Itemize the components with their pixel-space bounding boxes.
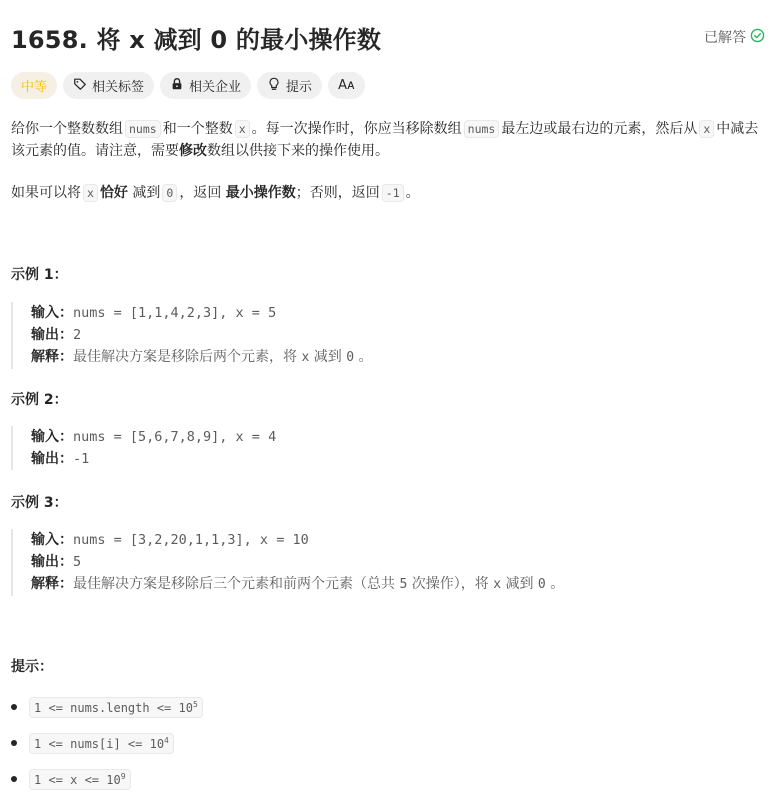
- output-label: 输出：: [31, 327, 73, 343]
- check-circle-icon: [750, 28, 765, 47]
- text: 。: [550, 576, 565, 592]
- input-label: 输入：: [31, 429, 73, 445]
- inline-code: 0: [162, 184, 177, 202]
- inline-code: 5: [399, 577, 408, 592]
- constraint-item: [11, 696, 203, 718]
- lock-icon: [170, 77, 184, 95]
- related-companies-button[interactable]: [160, 72, 251, 99]
- example-1-block: [11, 302, 372, 369]
- title-row: [11, 20, 765, 54]
- inline-code: x: [235, 120, 250, 138]
- constraint-base: 1 <= x <= 10: [34, 772, 121, 787]
- text: 给你一个整数数组: [11, 121, 123, 137]
- example-2-block: [11, 426, 276, 470]
- text: 中减去该元素的值。请注意，需要: [11, 121, 759, 159]
- output-value: -1: [73, 451, 90, 467]
- tag-bar: [11, 72, 365, 99]
- text: 和一个整数: [162, 121, 233, 137]
- bold-text: 最小操作数: [225, 185, 296, 201]
- hint-button[interactable]: [257, 72, 322, 99]
- input-label: 输入：: [31, 532, 73, 548]
- lightbulb-icon: [267, 77, 281, 95]
- inline-code: 0: [537, 577, 546, 592]
- constraint-exponent: 4: [164, 735, 169, 745]
- text: 。: [358, 349, 373, 365]
- inline-code: x: [301, 350, 310, 365]
- input-value: nums = [1,1,4,2,3], x = 5: [73, 305, 277, 321]
- example-2-title: 示例 2：: [11, 392, 68, 408]
- inline-code: x: [699, 120, 714, 138]
- text: 次操作），将: [411, 576, 489, 592]
- text: 最佳解决方案是移除后三个元素和前两个元素（总共: [73, 576, 395, 592]
- difficulty-badge[interactable]: 中等: [11, 72, 57, 99]
- constraint-code: [29, 769, 131, 790]
- text: 数组以供接下来的操作使用。: [207, 143, 389, 159]
- constraint-base: 1 <= nums[i] <= 10: [34, 736, 165, 751]
- hint-label: 提示: [286, 80, 313, 95]
- translate-button[interactable]: Aᴀ: [328, 72, 365, 99]
- problem-title: 1658. 将 x 减到 0 的最小操作数: [11, 25, 382, 54]
- bold-text: 修改: [179, 143, 207, 159]
- related-tags-button[interactable]: [63, 72, 154, 99]
- text: ；否则，返回: [295, 185, 380, 201]
- text: ，返回: [179, 185, 222, 201]
- inline-code: 0: [346, 350, 355, 365]
- constraint-base: 1 <= nums.length <= 10: [34, 700, 193, 715]
- constraint-exponent: 9: [120, 771, 126, 781]
- text: 最佳解决方案是移除后两个元素，将: [73, 349, 297, 365]
- explanation-text: [73, 349, 372, 365]
- output-value: 5: [73, 554, 82, 570]
- example-3-title: 示例 3：: [11, 495, 68, 511]
- constraint-code: [29, 697, 203, 718]
- bullet-icon: [11, 776, 17, 782]
- description-paragraph-1: [11, 118, 763, 162]
- text: 如果可以将: [11, 185, 81, 201]
- text: 最左边或最右边的元素，然后从: [501, 121, 698, 137]
- input-label: 输入：: [31, 305, 73, 321]
- related-companies-label: 相关企业: [189, 80, 242, 95]
- text: 减到: [132, 185, 161, 201]
- text: 。: [405, 185, 420, 201]
- output-label: 输出：: [31, 451, 73, 467]
- input-value: nums = [5,6,7,8,9], x = 4: [73, 429, 277, 445]
- explanation-text: [73, 576, 564, 592]
- description-paragraph-2: [11, 182, 763, 204]
- constraints-title: 提示：: [11, 659, 53, 675]
- example-1-title: 示例 1：: [11, 267, 68, 283]
- text: 减到: [313, 349, 342, 365]
- solved-status: [704, 27, 765, 47]
- bold-text: 恰好: [99, 185, 128, 201]
- text: 。每一次操作时，你应当移除数组: [251, 121, 462, 137]
- inline-code: -1: [382, 184, 404, 202]
- related-tags-label: 相关标签: [92, 80, 145, 95]
- inline-code: x: [83, 184, 98, 202]
- bullet-icon: [11, 740, 17, 746]
- explanation-label: 解释：: [31, 349, 73, 365]
- constraint-item: [11, 732, 203, 754]
- bullet-icon: [11, 704, 17, 710]
- constraint-item: [11, 768, 203, 790]
- example-3-block: [11, 529, 564, 596]
- solved-label: 已解答: [704, 30, 746, 46]
- input-value: nums = [3,2,20,1,1,3], x = 10: [73, 532, 309, 548]
- inline-code: nums: [125, 120, 161, 138]
- output-value: 2: [73, 327, 82, 343]
- tag-icon: [73, 77, 87, 95]
- text: 减到: [505, 576, 534, 592]
- inline-code: x: [493, 577, 502, 592]
- constraints-list: [11, 696, 203, 804]
- constraint-exponent: 5: [192, 699, 198, 709]
- inline-code: nums: [464, 120, 500, 138]
- output-label: 输出：: [31, 554, 73, 570]
- constraint-code: [29, 733, 174, 754]
- explanation-label: 解释：: [31, 576, 73, 592]
